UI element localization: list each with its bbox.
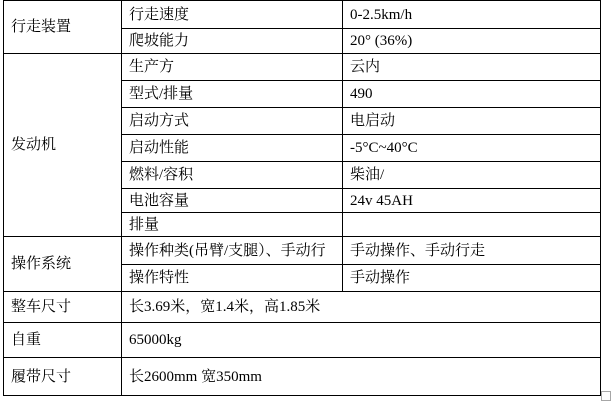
cell-label-start-performance[interactable]: 启动性能 [122,135,343,162]
cell-label-climbing-ability[interactable]: 爬坡能力 [122,29,343,54]
cell-label-walking-speed[interactable]: 行走速度 [122,1,343,29]
cell-label-displacement[interactable]: 排量 [122,213,343,237]
table-row [4,237,601,265]
table-row [4,323,601,358]
table-row [4,292,601,323]
cell-label-battery-capacity[interactable]: 电池容量 [122,189,343,213]
cell-group-walking-device[interactable]: 行走装置 [4,1,122,54]
cell-label-overall-size[interactable]: 整车尺寸 [4,292,122,323]
cell-value-manufacturer[interactable]: 云内 [343,54,601,81]
cell-label-operation-characteristics[interactable]: 操作特性 [122,265,343,292]
table-row [4,358,601,396]
cell-value-walking-speed[interactable]: 0-2.5km/h [343,1,601,29]
cell-group-engine[interactable]: 发动机 [4,54,122,237]
spec-table [3,0,601,396]
cell-value-start-mode[interactable]: 电启动 [343,108,601,135]
cell-value-battery-capacity[interactable]: 24v 45AH [343,189,601,213]
cell-value-model-displacement[interactable]: 490 [343,81,601,108]
cell-label-self-weight[interactable]: 自重 [4,323,122,358]
table-row [4,54,601,81]
cell-value-start-performance[interactable]: -5°C~40°C [343,135,601,162]
cell-label-fuel-capacity[interactable]: 燃料/容积 [122,162,343,189]
cell-value-self-weight[interactable]: 65000kg [122,323,601,358]
cell-value-track-size[interactable]: 长2600mm 宽350mm [122,358,601,396]
cell-value-operation-type[interactable]: 手动操作、手动行走 [343,237,601,265]
cell-label-start-mode[interactable]: 启动方式 [122,108,343,135]
cell-label-model-displacement[interactable]: 型式/排量 [122,81,343,108]
cell-label-track-size[interactable]: 履带尺寸 [4,358,122,396]
table-resize-handle-icon[interactable] [601,391,611,401]
cell-value-overall-size[interactable]: 长3.69米，宽1.4米，高1.85米 [122,292,601,323]
cell-group-operating-system[interactable]: 操作系统 [4,237,122,292]
cell-value-climbing-ability[interactable]: 20° (36%) [343,29,601,54]
cell-label-manufacturer[interactable]: 生产方 [122,54,343,81]
cell-value-fuel-capacity[interactable]: 柴油/ [343,162,601,189]
cell-value-operation-characteristics[interactable]: 手动操作 [343,265,601,292]
table-row [4,1,601,29]
cell-value-displacement[interactable] [343,213,601,237]
cell-label-operation-type[interactable]: 操作种类(吊臂/支腿）、手动行 [122,237,343,265]
